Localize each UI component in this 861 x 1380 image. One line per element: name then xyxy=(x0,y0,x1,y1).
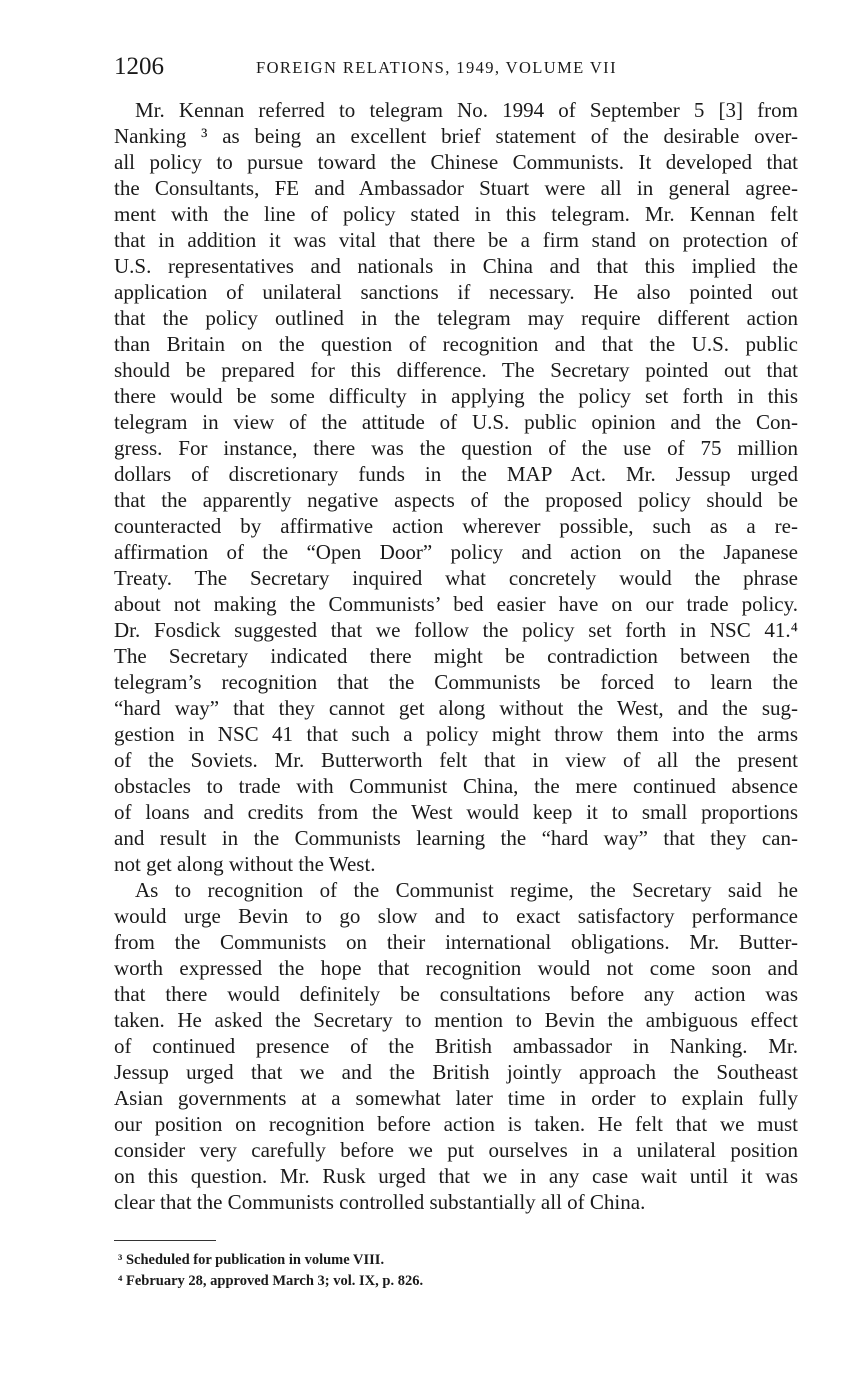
text-line: there would be some difficulty in applying the policy set forth in this xyxy=(114,384,798,408)
text-line: taken. He asked the Secretary to mention to Bevin the ambiguous effect xyxy=(114,1008,798,1032)
text-line: Treaty. The Secretary inquired what concretely would the phrase xyxy=(114,566,798,590)
text-line: on this question. Mr. Rusk urged that we in any case wait until it was xyxy=(114,1164,798,1188)
footnote: ⁴ February 28, approved March 3; vol. IX, p. 826. xyxy=(118,1273,424,1289)
text-line: of continued presence of the British ambassador in Nanking. Mr. xyxy=(114,1034,798,1058)
text-line: worth expressed the hope that recognition would not come soon and xyxy=(114,956,798,980)
text-line: dollars of discretionary funds in the MAP Act. Mr. Jessup urged xyxy=(114,462,798,486)
text-line: Mr. Kennan referred to telegram No. 1994 of September 5 [3] from xyxy=(135,98,798,122)
footnote-rule xyxy=(114,1240,216,1241)
text-line: gress. For instance, there was the question of the use of 75 million xyxy=(114,436,798,460)
text-line: of loans and credits from the West would keep it to small proportions xyxy=(114,800,798,824)
text-line: that in addition it was vital that there be a firm stand on protection of xyxy=(114,228,798,252)
text-line: gestion in NSC 41 that such a policy might throw them into the arms xyxy=(114,722,798,746)
text-line: Nanking ³ as being an excellent brief statement of the desirable over- xyxy=(114,124,798,148)
text-line: of the Soviets. Mr. Butterworth felt that in view of all the present xyxy=(114,748,798,772)
text-line: all policy to pursue toward the Chinese Communists. It developed that xyxy=(114,150,798,174)
text-line: and result in the Communists learning the “hard way” that they can- xyxy=(114,826,798,850)
text-line: telegram’s recognition that the Communists be forced to learn the xyxy=(114,670,798,694)
text-line: our position on recognition before action is taken. He felt that we must xyxy=(114,1112,798,1136)
text-line: about not making the Communists’ bed easier have on our trade policy. xyxy=(114,592,798,616)
text-line: ment with the line of policy stated in this telegram. Mr. Kennan felt xyxy=(114,202,798,226)
text-line: Dr. Fosdick suggested that we follow the policy set forth in NSC 41.⁴ xyxy=(114,618,798,642)
running-head: FOREIGN RELATIONS, 1949, VOLUME VII xyxy=(256,58,617,77)
body-text xyxy=(114,97,798,1215)
text-line: affirmation of the “Open Door” policy and action on the Japanese xyxy=(114,540,798,564)
text-line: application of unilateral sanctions if necessary. He also pointed out xyxy=(114,280,798,304)
text-line: Jessup urged that we and the British jointly approach the Southeast xyxy=(114,1060,798,1084)
text-line: “hard way” that they cannot get along without the West, and the sug- xyxy=(114,696,798,720)
text-line: should be prepared for this difference. The Secretary pointed out that xyxy=(114,358,798,382)
text-line: that the policy outlined in the telegram may require different action xyxy=(114,306,798,330)
footnotes xyxy=(118,1250,618,1292)
text-line: As to recognition of the Communist regime, the Secretary said he xyxy=(135,878,798,902)
text-line: Asian governments at a somewhat later time in order to explain fully xyxy=(114,1086,798,1110)
text-line: that the apparently negative aspects of the proposed policy should be xyxy=(114,488,798,512)
text-line: than Britain on the question of recognition and that the U.S. public xyxy=(114,332,798,356)
text-line: consider very carefully before we put ourselves in a unilateral position xyxy=(114,1138,798,1162)
text-line: that there would definitely be consultations before any action was xyxy=(114,982,798,1006)
paragraph xyxy=(114,97,798,877)
text-line: would urge Bevin to go slow and to exact satisfactory performance xyxy=(114,904,798,928)
text-line: not get along without the West. xyxy=(114,852,376,876)
text-line: U.S. representatives and nationals in China and that this implied the xyxy=(114,254,798,278)
text-line: from the Communists on their international obligations. Mr. Butter- xyxy=(114,930,798,954)
page-number: 1206 xyxy=(114,53,164,80)
text-line: counteracted by affirmative action wherever possible, such as a re- xyxy=(114,514,798,538)
text-line: clear that the Communists controlled substantially all of China. xyxy=(114,1190,646,1214)
text-line: obstacles to trade with Communist China, the mere continued absence xyxy=(114,774,798,798)
text-line: the Consultants, FE and Ambassador Stuart were all in general agree- xyxy=(114,176,798,200)
footnote: ³ Scheduled for publication in volume VIII. xyxy=(118,1252,385,1268)
page-header xyxy=(114,52,804,84)
text-line: telegram in view of the attitude of U.S. public opinion and the Con- xyxy=(114,410,798,434)
paragraph xyxy=(114,877,798,1215)
text-line: The Secretary indicated there might be contradiction between the xyxy=(114,644,798,668)
